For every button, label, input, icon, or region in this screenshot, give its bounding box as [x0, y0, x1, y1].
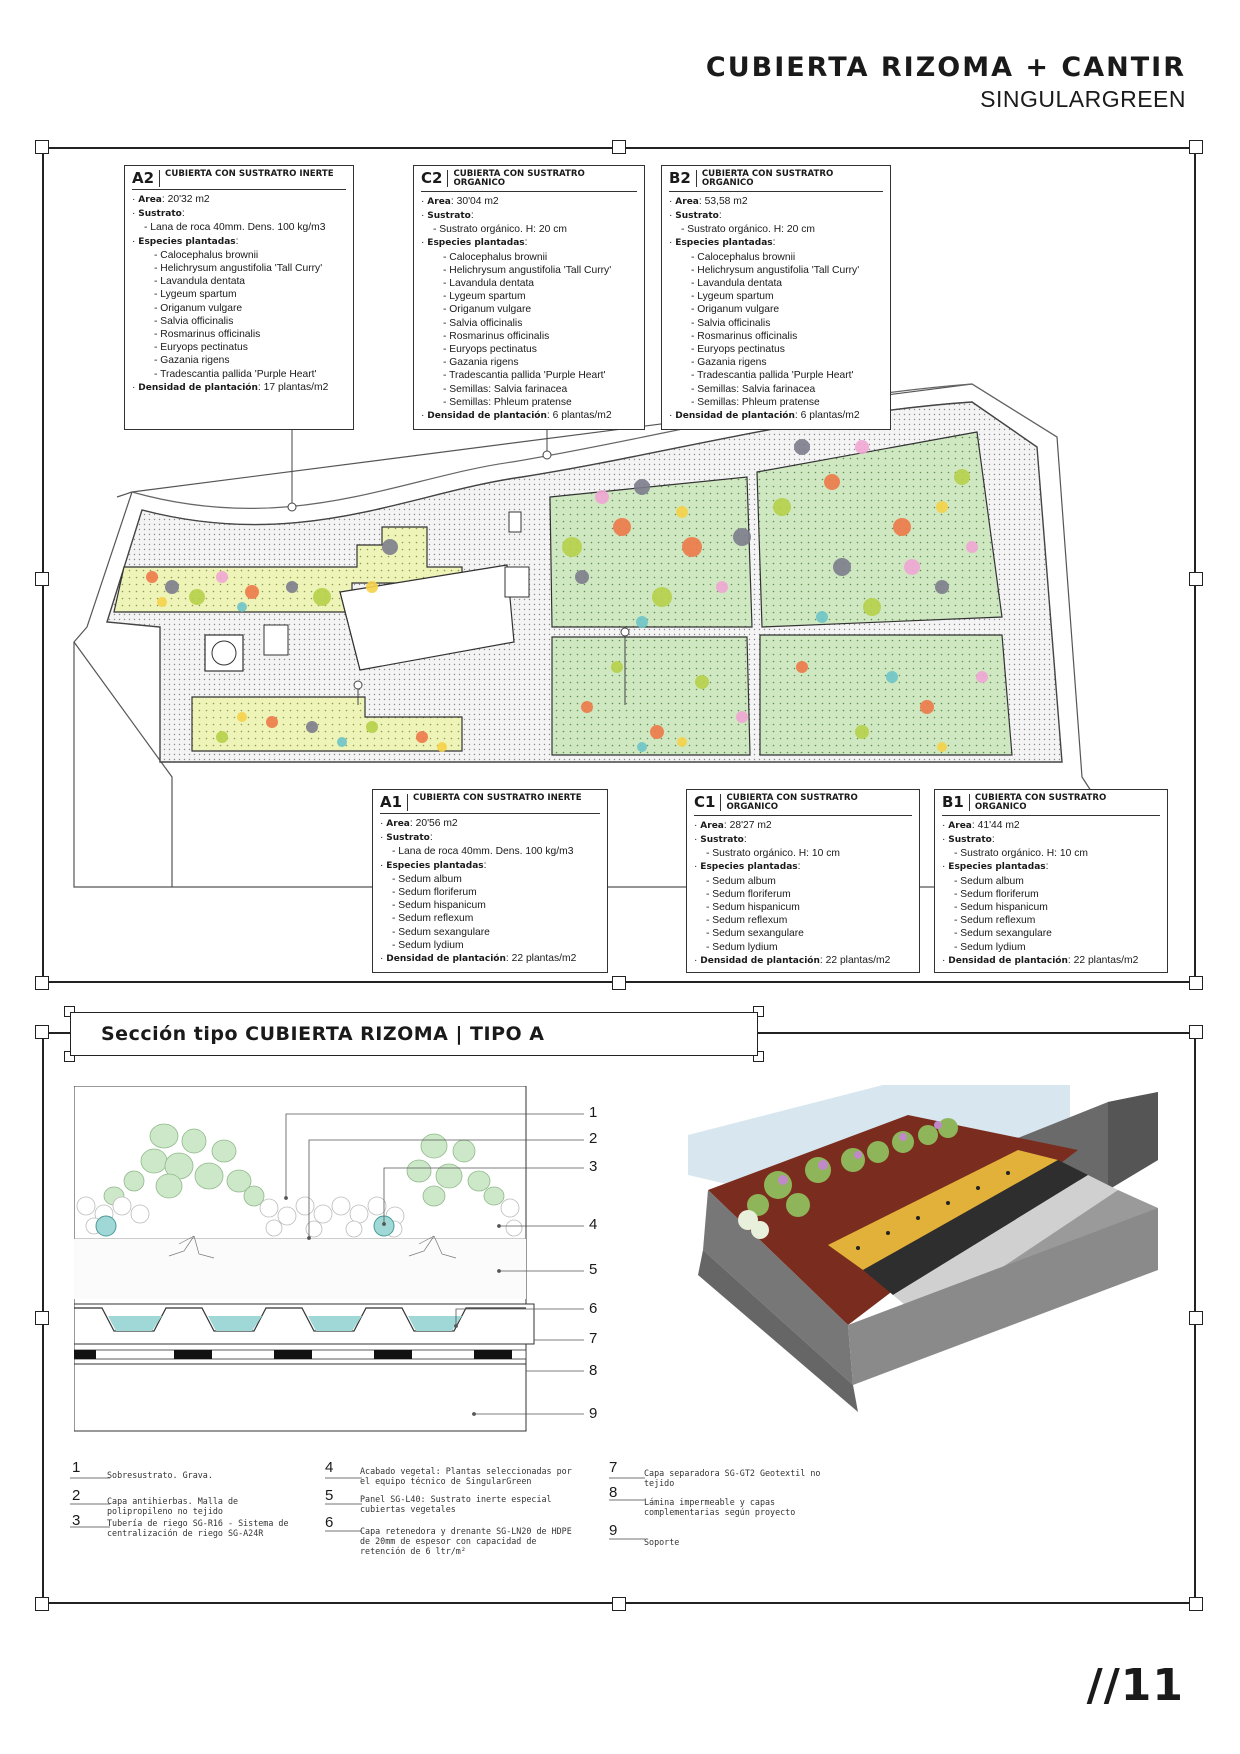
- species-item: Tradescantia pallida 'Purple Heart': [449, 370, 606, 382]
- frame-handle[interactable]: [35, 1597, 49, 1611]
- species-item: Lavandula dentata: [697, 278, 783, 290]
- zone-code: B2: [669, 170, 697, 187]
- sustrato-label: Sustrato: [386, 833, 430, 844]
- page-number: //11: [1086, 1660, 1184, 1711]
- species-item: Origanum vulgare: [449, 304, 532, 316]
- density-label: Densidad de plantación: [675, 411, 795, 422]
- callout-number: 1: [589, 1104, 598, 1121]
- area-label: Area: [700, 820, 724, 831]
- zone-title: CUBIERTA CON SUSTRATRO ORGANICO: [701, 169, 834, 189]
- zone-card-a2: A2 CUBIERTA CON SUSTRATRO INERTE · Area: 20'32 m2 · Sustrato: - Lana de roca 40mm. Dens. 100 kg/m3 · Especies plantadas: - Calocephalus brownii - Helichrysum angustifolia 'Tall Curry' - Lavandula dentata - Lygeum spartum - Origanum vulgare - Salvia officinalis - Rosmarinus officinalis - Euryops pectinatus - Gazania rigens - Tradescantia pallida 'Purple Heart' · Densidad de plantación: 17 plantas/m2: [124, 165, 354, 430]
- species-item: Semillas: Salvia farinacea: [697, 383, 816, 395]
- density-label: Densidad de plantación: [386, 954, 506, 965]
- document-subtitle: SINGULARGREEN: [980, 86, 1186, 112]
- species-item: Lygeum spartum: [449, 291, 526, 303]
- species-item: Lavandula dentata: [449, 278, 535, 290]
- species-label: Especies plantadas: [427, 238, 525, 249]
- species-label: Especies plantadas: [386, 860, 484, 871]
- density-value: 17 plantas/m2: [263, 381, 329, 393]
- species-item: Semillas: Salvia farinacea: [449, 383, 568, 395]
- area-label: Area: [386, 819, 410, 829]
- species-item: Gazania rigens: [697, 357, 767, 369]
- legend-number: 7: [609, 1459, 618, 1476]
- species-item: Salvia officinalis: [449, 317, 523, 329]
- callout-number: 4: [589, 1216, 598, 1233]
- species-item: Sedum floriferum: [398, 887, 477, 899]
- density-label: Densidad de plantación: [427, 411, 547, 422]
- species-item: Helichrysum angustifolia 'Tall Curry': [160, 263, 323, 275]
- legend-number: 1: [72, 1459, 81, 1476]
- callout-number: 5: [589, 1261, 598, 1278]
- sustrato-label: Sustrato: [427, 211, 471, 222]
- callout-number: 6: [589, 1300, 598, 1317]
- species-item: Origanum vulgare: [697, 304, 780, 316]
- callout-number: 9: [589, 1405, 598, 1422]
- legend-text: Soporte: [644, 1537, 680, 1547]
- species-item: Rosmarinus officinalis: [160, 329, 261, 341]
- species-item: Semillas: Phleum pratense: [697, 396, 820, 408]
- density-value: 22 plantas/m2: [511, 953, 577, 965]
- species-item: Salvia officinalis: [697, 317, 771, 329]
- species-item: Sedum reflexum: [960, 915, 1036, 927]
- sustrato-label: Sustrato: [948, 835, 992, 846]
- legend-text: Capa separadora SG-GT2 Geotextil no tejido: [644, 1468, 821, 1488]
- legend-text: Acabado vegetal: Plantas seleccionadas por el equipo técnico de SingularGreen: [360, 1466, 572, 1486]
- callout-number: 2: [589, 1130, 598, 1147]
- species-label: Especies plantadas: [138, 236, 236, 247]
- density-value: 22 plantas/m2: [1073, 954, 1139, 966]
- legend-underlines: [70, 1455, 670, 1555]
- sustrato-item: Sustrato orgánico. H: 10 cm: [712, 848, 840, 860]
- species-item: Sedum sexangulare: [712, 928, 804, 940]
- species-item: Sedum hispanicum: [712, 902, 800, 914]
- legend-number: 9: [609, 1522, 618, 1539]
- section-title: Sección tipo CUBIERTA RIZOMA | TIPO A: [70, 1012, 758, 1056]
- area-label: Area: [948, 820, 972, 831]
- species-item: Salvia officinalis: [160, 315, 234, 327]
- area-value: 20'32 m2: [167, 194, 210, 205]
- area-value: 41'44 m2: [977, 819, 1020, 831]
- area-value: 20'56 m2: [415, 818, 458, 829]
- zone-title: CUBIERTA CON SUSTRATRO ORGANICO: [726, 793, 858, 813]
- callout-number: 3: [589, 1158, 598, 1175]
- species-item: Helichrysum angustifolia 'Tall Curry': [697, 264, 860, 276]
- species-item: Rosmarinus officinalis: [697, 330, 798, 342]
- zone-card-b1: B1 CUBIERTA CON SUSTRATRO ORGANICO · Area: 41'44 m2 · Sustrato: - Sustrato orgánico. H: 10 cm · Especies plantadas: - Sedum album - Sedum floriferum - Sedum hispanicum - Sedum reflexum - Sedum sexangulare - Sedum lydium · Densidad de plantación: 22 plantas/m2: [934, 789, 1168, 973]
- legend-text: Panel SG-L40: Sustrato inerte especial cubiertas vegetales: [360, 1494, 552, 1514]
- area-label: Area: [138, 195, 162, 205]
- species-item: Sedum album: [712, 875, 776, 887]
- legend-number: 3: [72, 1512, 81, 1529]
- frame-handle[interactable]: [1189, 1025, 1203, 1039]
- species-item: Tradescantia pallida 'Purple Heart': [160, 368, 317, 380]
- legend-number: 4: [325, 1459, 334, 1476]
- area-label: Area: [675, 196, 699, 207]
- sustrato-item: Sustrato orgánico. H: 20 cm: [687, 224, 815, 236]
- zone-code: A2: [132, 170, 160, 187]
- sustrato-item: Sustrato orgánico. H: 20 cm: [439, 224, 567, 236]
- zone-code: C1: [694, 794, 721, 811]
- legend-text: Capa antihierbas. Malla de polipropileno no tejido: [107, 1496, 239, 1516]
- callout-number: 7: [589, 1330, 598, 1347]
- species-item: Sedum reflexum: [398, 913, 474, 925]
- density-label: Densidad de plantación: [948, 955, 1068, 966]
- frame-handle[interactable]: [612, 1597, 626, 1611]
- callout-number: 8: [589, 1362, 598, 1379]
- species-item: Sedum lydium: [960, 941, 1026, 953]
- density-value: 22 plantas/m2: [825, 954, 891, 966]
- frame-handle[interactable]: [1189, 1597, 1203, 1611]
- species-item: Sedum reflexum: [712, 915, 788, 927]
- species-item: Semillas: Phleum pratense: [449, 396, 572, 408]
- density-value: 6 plantas/m2: [800, 410, 860, 422]
- species-item: Calocephalus brownii: [697, 251, 796, 263]
- area-label: Area: [427, 196, 451, 207]
- species-label: Especies plantadas: [675, 238, 773, 249]
- sustrato-item: Lana de roca 40mm. Dens. 100 kg/m3: [150, 222, 326, 234]
- species-item: Euryops pectinatus: [697, 344, 785, 356]
- species-item: Sedum floriferum: [712, 888, 791, 900]
- species-item: Origanum vulgare: [160, 302, 243, 314]
- species-item: Lygeum spartum: [160, 289, 237, 301]
- density-label: Densidad de plantación: [700, 955, 820, 966]
- frame-handle[interactable]: [35, 1025, 49, 1039]
- zone-card-a1: A1 CUBIERTA CON SUSTRATRO INERTE · Area: 20'56 m2 · Sustrato: - Lana de roca 40mm. Dens. 100 kg/m3 · Especies plantadas: - Sedum album - Sedum floriferum - Sedum hispanicum - Sedum reflexum - Sedum sexangulare - Sedum lydium · Densidad de plantación: 22 plantas/m2: [372, 789, 608, 973]
- sustrato-label: Sustrato: [700, 835, 744, 846]
- species-item: Sedum lydium: [712, 941, 778, 953]
- species-label: Especies plantadas: [700, 862, 798, 873]
- legend-text: Capa retenedora y drenante SG-LN20 de HDPE de 20mm de espesor con capacidad de retención de 6 ltr/m²: [360, 1526, 572, 1556]
- axonometric-illustration: [688, 1080, 1158, 1415]
- legend-number: 5: [325, 1487, 334, 1504]
- species-item: Sedum album: [960, 875, 1024, 887]
- species-item: Sedum floriferum: [960, 888, 1039, 900]
- area-value: 28'27 m2: [729, 819, 772, 831]
- zone-card-c1: C1 CUBIERTA CON SUSTRATRO ORGANICO · Area: 28'27 m2 · Sustrato: - Sustrato orgánico. H: 10 cm · Especies plantadas: - Sedum album - Sedum floriferum - Sedum hispanicum - Sedum reflexum - Sedum sexangulare - Sedum lydium · Densidad de plantación: 22 plantas/m2: [686, 789, 920, 973]
- zone-title: CUBIERTA CON SUSTRATRO ORGANICO: [974, 793, 1107, 813]
- zone-code: B1: [942, 794, 970, 811]
- species-item: Sedum album: [398, 873, 462, 885]
- species-item: Gazania rigens: [160, 355, 230, 367]
- species-item: Sedum hispanicum: [960, 902, 1048, 914]
- species-item: Sedum sexangulare: [398, 926, 490, 938]
- density-value: 6 plantas/m2: [552, 410, 612, 422]
- legend-number: 6: [325, 1514, 334, 1531]
- legend-number: 8: [609, 1484, 618, 1501]
- sustrato-item: Lana de roca 40mm. Dens. 100 kg/m3: [398, 846, 574, 858]
- section-drawing: [74, 1086, 634, 1446]
- sustrato-label: Sustrato: [138, 209, 182, 220]
- species-item: Sedum sexangulare: [960, 928, 1052, 940]
- species-item: Euryops pectinatus: [160, 342, 248, 354]
- zone-title: CUBIERTA CON SUSTRATRO ORGANICO: [453, 169, 585, 189]
- legend-text: Lámina impermeable y capas complementarias según proyecto: [644, 1497, 796, 1517]
- species-item: Helichrysum angustifolia 'Tall Curry': [449, 264, 612, 276]
- document-title: CUBIERTA RIZOMA + CANTIR: [705, 52, 1186, 83]
- species-item: Sedum hispanicum: [398, 900, 486, 912]
- sustrato-item: Sustrato orgánico. H: 10 cm: [960, 848, 1088, 860]
- legend-text: Tubería de riego SG-R16 - Sistema de centralización de riego SG-A24R: [107, 1518, 289, 1538]
- species-item: Gazania rigens: [449, 357, 519, 369]
- species-item: Calocephalus brownii: [449, 251, 548, 263]
- species-label: Especies plantadas: [948, 862, 1046, 873]
- area-value: 30'04 m2: [456, 195, 499, 207]
- zone-code: C2: [421, 170, 448, 187]
- zone-card-c2: C2 CUBIERTA CON SUSTRATRO ORGANICO · Area: 30'04 m2 · Sustrato: - Sustrato orgánico. H: 20 cm · Especies plantadas: - Calocephalus brownii - Helichrysum angustifolia 'Tall Curry' - Lavandula dentata - Lygeum spartum - Origanum vulgare - Salvia officinalis - Rosmarinus officinalis - Euryops pectinatus - Gazania rigens - Tradescantia pallida 'Purple Heart' - Semillas: Salvia farinacea - Semillas: Phleum pratense · Densidad de plantación: 6 plantas/m2: [413, 165, 645, 430]
- species-item: Rosmarinus officinalis: [449, 330, 550, 342]
- frame-handle[interactable]: [35, 1311, 49, 1325]
- species-item: Tradescantia pallida 'Purple Heart': [697, 370, 854, 382]
- species-item: Lygeum spartum: [697, 291, 774, 303]
- zone-title: CUBIERTA CON SUSTRATRO INERTE: [413, 793, 582, 803]
- zone-code: A1: [380, 794, 408, 811]
- zone-title: CUBIERTA CON SUSTRATRO INERTE: [165, 169, 334, 179]
- species-item: Sedum lydium: [398, 939, 464, 951]
- density-label: Densidad de plantación: [138, 382, 258, 393]
- species-item: Euryops pectinatus: [449, 344, 537, 356]
- frame-handle[interactable]: [1189, 1311, 1203, 1325]
- legend-text: Sobresustrato. Grava.: [107, 1470, 213, 1480]
- zone-card-b2: B2 CUBIERTA CON SUSTRATRO ORGANICO · Area: 53,58 m2 · Sustrato: - Sustrato orgánico. H: 20 cm · Especies plantadas: - Calocephalus brownii - Helichrysum angustifolia 'Tall Curry' - Lavandula dentata - Lygeum spartum - Origanum vulgare - Salvia officinalis - Rosmarinus officinalis - Euryops pectinatus - Gazania rigens - Tradescantia pallida 'Purple Heart' - Semillas: Salvia farinacea - Semillas: Phleum pratense · Densidad de plantación: 6 plantas/m2: [661, 165, 891, 430]
- area-value: 53,58 m2: [704, 195, 748, 207]
- sustrato-label: Sustrato: [675, 211, 719, 222]
- legend-number: 2: [72, 1487, 81, 1504]
- species-item: Lavandula dentata: [160, 276, 246, 288]
- species-item: Calocephalus brownii: [160, 249, 259, 261]
